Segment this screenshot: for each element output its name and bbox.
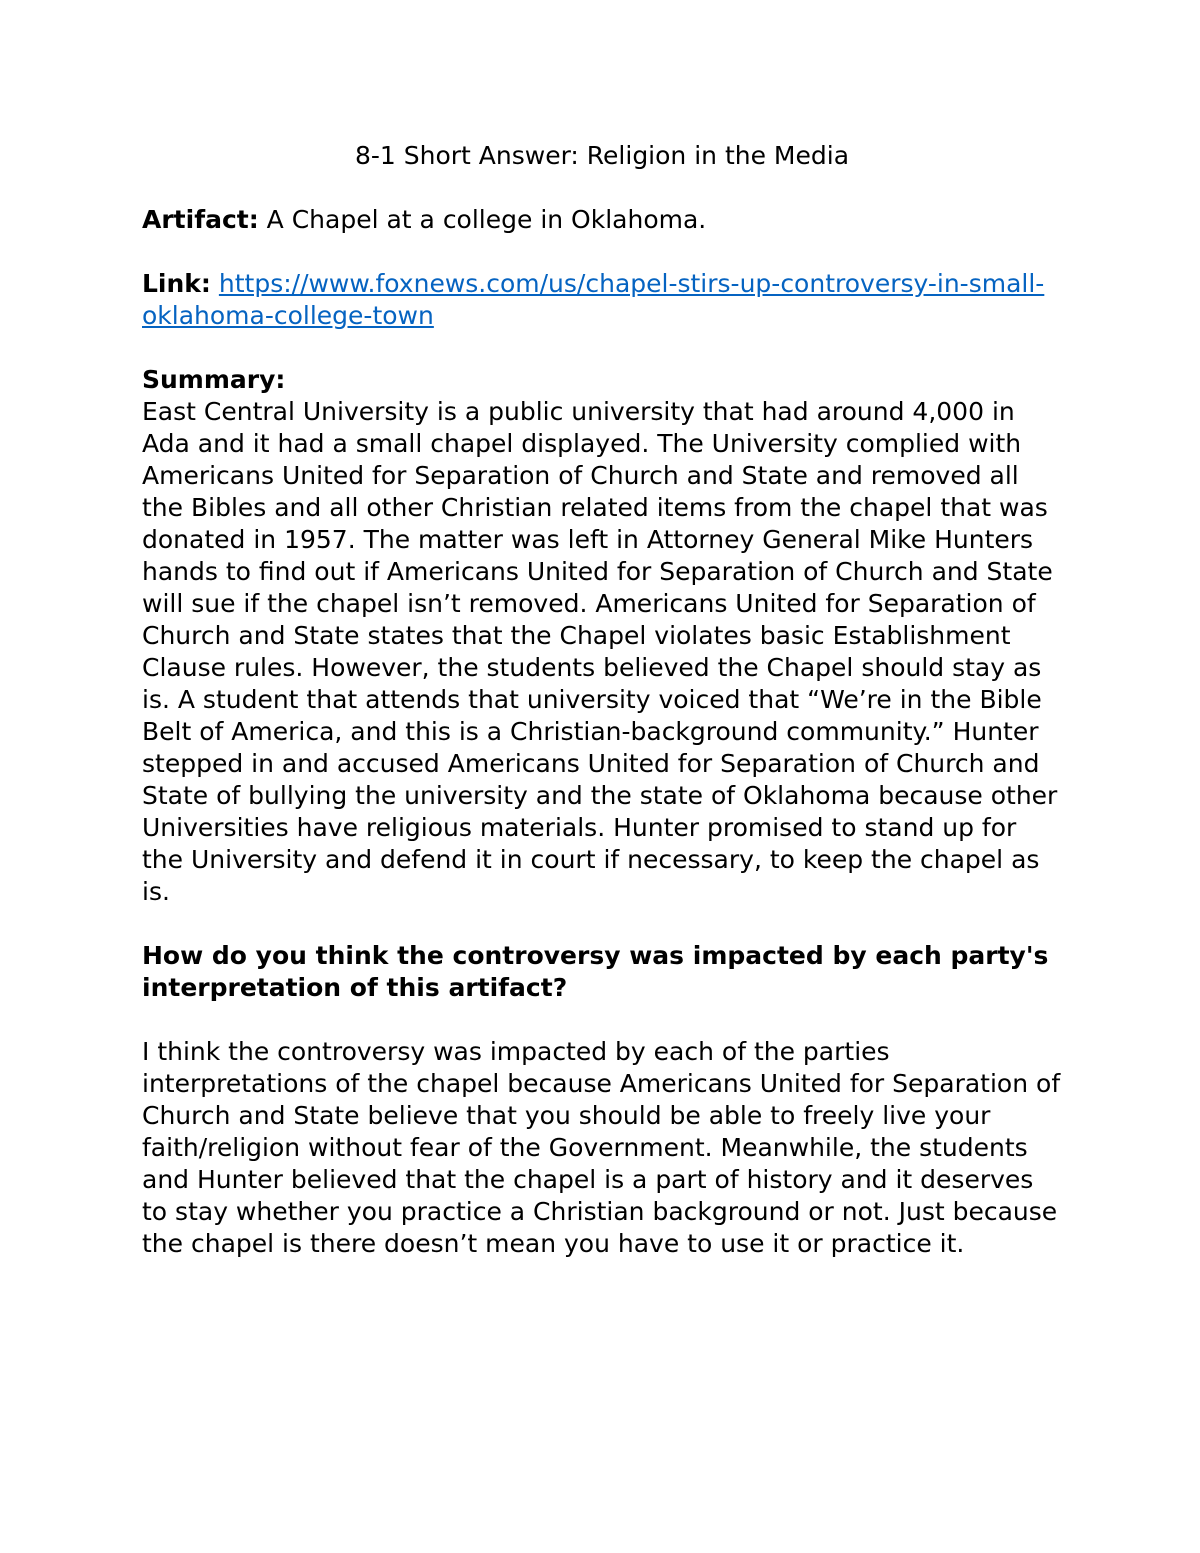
answer-text: I think the controversy was impacted by each of the parties interpretations of the chapel because Americans United for Separation of Church and State believe that you should be able to freely live your faith/religion without fear of the Government. Meanwhile, the students and Hunter believed that the chapel is a part of history and it deserves to stay whether you practice a Christian background or not. Just because the chapel is there doesn’t mean you have to use it or practice it. bbox=[142, 1037, 1061, 1258]
artifact-text: A Chapel at a college in Oklahoma. bbox=[258, 205, 707, 234]
summary-text: East Central University is a public university that had around 4,000 in Ada and it had a small chapel displayed. The University complied with Americans United for Separation of Church and State and removed all the Bibles and all other Christian related items from the chapel that was donated in 1957. The matter was left in Attorney General Mike Hunters hands to find out if Americans United for Separation of Church and State will sue if the chapel isn’t removed. Americans United for Separation of Church and State states that the Chapel violates basic Establishment Clause rules. However, the students believed the Chapel should stay as is. A student that attends that university voiced that “We’re in the Bible Belt of America, and this is a Christian-background community.” Hunter stepped in and accused Americans United for Separation of Church and State of bullying the university and the state of Oklahoma because other Universities have religious materials. Hunter promised to stand up for the University and defend it in court if necessary, to keep the chapel as is. bbox=[142, 397, 1058, 906]
link-label: Link: bbox=[142, 269, 211, 298]
spacer bbox=[142, 236, 1062, 268]
document-body bbox=[142, 140, 1062, 1260]
artifact-line bbox=[142, 204, 1062, 236]
page-title: 8-1 Short Answer: Religion in the Media bbox=[354, 141, 850, 170]
spacer bbox=[142, 908, 1062, 940]
artifact-label: Artifact: bbox=[142, 205, 259, 234]
spacer bbox=[142, 172, 1062, 204]
link-line bbox=[142, 268, 1062, 332]
spacer bbox=[142, 332, 1062, 364]
summary-heading: Summary: bbox=[142, 365, 286, 394]
question-heading: How do you think the controversy was impacted by each party's interpretation of this artifact? bbox=[142, 941, 1049, 1002]
spacer bbox=[142, 1004, 1062, 1036]
source-link[interactable]: https://www.foxnews.com/us/chapel-stirs-up-controversy-in-small-oklahoma-college-town bbox=[142, 269, 1045, 330]
